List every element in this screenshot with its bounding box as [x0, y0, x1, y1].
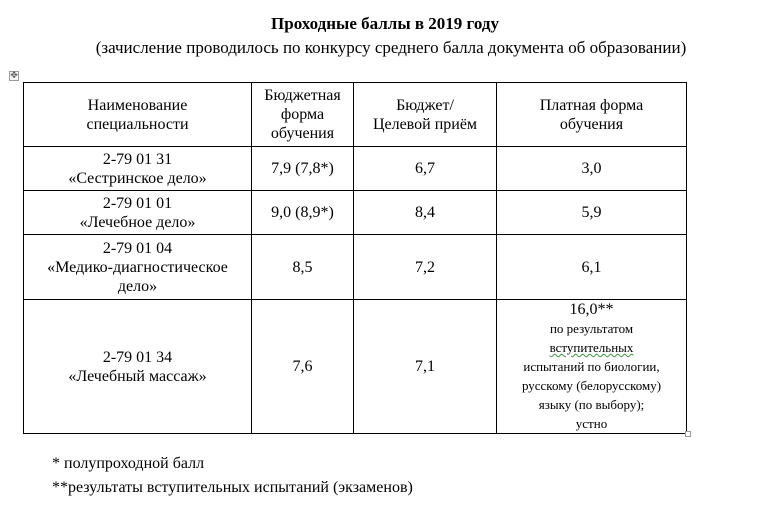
budget-score: 9,0 (8,9*)	[252, 191, 354, 235]
specialty-cell	[24, 235, 252, 300]
table-header-row	[24, 83, 687, 147]
spellcheck-word: вступительных	[549, 340, 634, 355]
specialty-cell	[24, 300, 252, 434]
table-move-handle-icon[interactable]: ✥	[10, 71, 18, 81]
specialty-cell	[24, 191, 252, 235]
paid-note-text: испытаний по биологии, русскому (белорусскому) языку (по выбору); устно	[521, 359, 662, 431]
target-score: 7,1	[354, 300, 497, 434]
budget-score: 7,9 (7,8*)	[252, 147, 354, 191]
header-target: Бюджет/ Целевой приём	[354, 83, 497, 147]
target-score: 7,2	[354, 235, 497, 300]
header-specialty: Наименование специальности	[24, 83, 252, 147]
target-score: 6,7	[354, 147, 497, 191]
header-paid: Платная форма обучения	[497, 83, 687, 147]
specialty-name: «Медико-диагностическое дело»	[47, 258, 228, 295]
budget-score: 8,5	[252, 235, 354, 300]
paid-score: 5,9	[497, 191, 687, 235]
specialty-code: 2-79 01 04	[102, 239, 173, 257]
paid-score: 6,1	[497, 235, 687, 300]
specialty-name: «Лечебный массаж»	[68, 367, 207, 385]
specialty-name: «Лечебное дело»	[79, 213, 196, 231]
table-row	[24, 300, 687, 434]
passing-scores-table	[23, 82, 687, 434]
specialty-code: 2-79 01 31	[102, 150, 173, 168]
specialty-cell	[24, 147, 252, 191]
paid-score-with-note	[497, 300, 687, 434]
footnote-half-pass: * полупроходной балл	[52, 455, 205, 472]
footnote-exam-results: **результаты вступительных испытаний (экзаменов)	[52, 479, 413, 496]
paid-note-line: по результатом	[549, 321, 634, 336]
page-title: Проходные баллы в 2019 году	[271, 14, 499, 33]
specialty-name: «Сестринское дело»	[68, 169, 207, 187]
table-row	[24, 235, 687, 300]
table-row	[24, 147, 687, 191]
header-budget: Бюджетная форма обучения	[252, 83, 354, 147]
target-score: 8,4	[354, 191, 497, 235]
table-row	[24, 191, 687, 235]
budget-score: 7,6	[252, 300, 354, 434]
table-resize-handle-icon[interactable]	[685, 431, 691, 437]
specialty-code: 2-79 01 34	[102, 348, 173, 366]
specialty-code: 2-79 01 01	[102, 194, 173, 212]
paid-note-line	[497, 338, 686, 357]
paid-score: 16,0**	[569, 301, 614, 318]
page-subtitle: (зачисление проводилось по конкурсу среднего балла документа об образовании)	[95, 38, 687, 57]
paid-score: 3,0	[497, 147, 687, 191]
